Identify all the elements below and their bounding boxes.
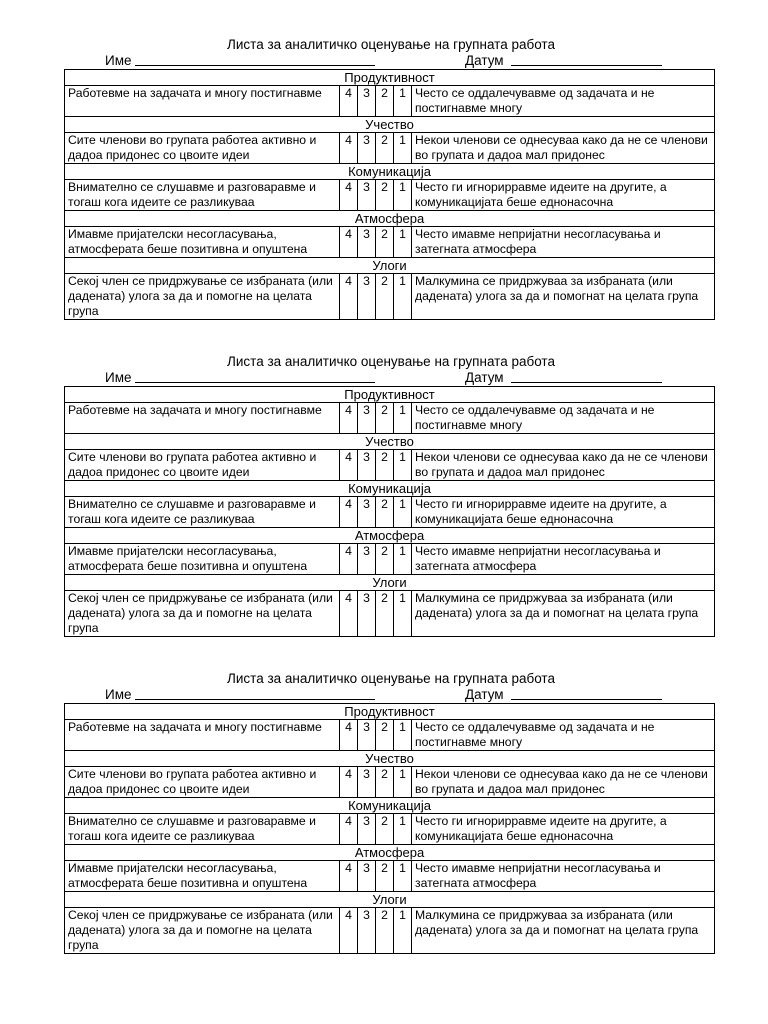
positive-statement: Внимателно се слушавме и разговаравме и тогаш кога идеите се разликуваа xyxy=(65,497,340,528)
score-4[interactable]: 4 xyxy=(340,544,358,575)
score-2[interactable]: 2 xyxy=(376,720,394,751)
score-4[interactable]: 4 xyxy=(340,274,358,320)
section-heading: Улоги xyxy=(65,892,715,908)
score-1[interactable]: 1 xyxy=(394,133,412,164)
negative-statement: Често ги игнорирравме идеите на другите, а комуникацијата беше еднонасочна xyxy=(412,180,715,211)
score-4[interactable]: 4 xyxy=(340,861,358,892)
section-heading: Продуктивност xyxy=(65,70,715,86)
score-2[interactable]: 2 xyxy=(376,861,394,892)
score-4[interactable]: 4 xyxy=(340,497,358,528)
score-3[interactable]: 3 xyxy=(358,227,376,258)
negative-statement: Често ги игнорирравме идеите на другите, а комуникацијата беше еднонасочна xyxy=(412,814,715,845)
section-heading: Улоги xyxy=(65,258,715,274)
score-4[interactable]: 4 xyxy=(340,591,358,637)
positive-statement: Работевме на задачата и многу постигнавме xyxy=(65,86,340,117)
positive-statement: Имавме пријателски несогласувања, атмосферата беше позитивна и опуштена xyxy=(65,861,340,892)
positive-statement: Имавме пријателски несогласувања, атмосферата беше позитивна и опуштена xyxy=(65,544,340,575)
positive-statement: Секој член се придржување се избраната (или дадената) улога за да и помогне на целата група xyxy=(65,274,340,320)
negative-statement: Некои членови се однесуваа како да не се членови во групата и дадоа мал придонес xyxy=(412,450,715,481)
score-2[interactable]: 2 xyxy=(376,180,394,211)
score-3[interactable]: 3 xyxy=(358,591,376,637)
date-label: Датум xyxy=(465,687,504,702)
score-3[interactable]: 3 xyxy=(358,180,376,211)
score-1[interactable]: 1 xyxy=(394,274,412,320)
score-2[interactable]: 2 xyxy=(376,591,394,637)
negative-statement: Некои членови се однесуваа како да не се членови во групата и дадоа мал придонес xyxy=(412,767,715,798)
score-3[interactable]: 3 xyxy=(358,274,376,320)
negative-statement: Често ги игнорирравме идеите на другите, а комуникацијата беше еднонасочна xyxy=(412,497,715,528)
positive-statement: Имавме пријателски несогласувања, атмосферата беше позитивна и опуштена xyxy=(65,227,340,258)
date-label: Датум xyxy=(465,370,504,385)
name-date-line xyxy=(64,370,714,386)
name-blank-line xyxy=(135,382,375,383)
sheet-title: Листа за аналитичко оценување на групната работа xyxy=(227,354,555,369)
score-1[interactable]: 1 xyxy=(394,861,412,892)
negative-statement: Често се оддалечувавме од задачата и не постигнавме многу xyxy=(412,403,715,434)
negative-statement: Често имавме непријатни несогласувања и затегната атмосфера xyxy=(412,544,715,575)
negative-statement: Малкумина се придржуваа за избраната (или дадената) улога за да и помогнат на целата група xyxy=(412,908,715,954)
score-4[interactable]: 4 xyxy=(340,133,358,164)
section-heading: Атмосфера xyxy=(65,528,715,544)
name-label: Име xyxy=(105,53,132,68)
positive-statement: Секој член се придржување се избраната (или дадената) улога за да и помогне на целата група xyxy=(65,908,340,954)
score-4[interactable]: 4 xyxy=(340,450,358,481)
section-heading: Комуникација xyxy=(65,481,715,497)
positive-statement: Внимателно се слушавме и разговаравме и тогаш кога идеите се разликуваа xyxy=(65,180,340,211)
score-3[interactable]: 3 xyxy=(358,403,376,434)
date-label: Датум xyxy=(465,53,504,68)
score-4[interactable]: 4 xyxy=(340,86,358,117)
score-1[interactable]: 1 xyxy=(394,814,412,845)
name-blank-line xyxy=(135,65,375,66)
positive-statement: Работевме на задачата и многу постигнавме xyxy=(65,403,340,434)
score-2[interactable]: 2 xyxy=(376,544,394,575)
score-1[interactable]: 1 xyxy=(394,227,412,258)
score-3[interactable]: 3 xyxy=(358,497,376,528)
score-2[interactable]: 2 xyxy=(376,274,394,320)
section-heading: Атмосфера xyxy=(65,211,715,227)
score-4[interactable]: 4 xyxy=(340,908,358,954)
score-4[interactable]: 4 xyxy=(340,227,358,258)
positive-statement: Внимателно се слушавме и разговаравме и тогаш кога идеите се разликуваа xyxy=(65,814,340,845)
evaluation-table xyxy=(64,69,715,320)
evaluation-sheet-3 xyxy=(64,670,714,954)
negative-statement: Малкумина се придржуваа за избраната (или дадената) улога за да и помогнат на целата група xyxy=(412,274,715,320)
score-2[interactable]: 2 xyxy=(376,133,394,164)
score-2[interactable]: 2 xyxy=(376,497,394,528)
score-3[interactable]: 3 xyxy=(358,133,376,164)
score-4[interactable]: 4 xyxy=(340,180,358,211)
sheet-title: Листа за аналитичко оценување на групната работа xyxy=(227,671,555,686)
positive-statement: Секој член се придржување се избраната (или дадената) улога за да и помогне на целата група xyxy=(65,591,340,637)
section-heading: Комуникација xyxy=(65,798,715,814)
score-4[interactable]: 4 xyxy=(340,403,358,434)
score-4[interactable]: 4 xyxy=(340,767,358,798)
score-4[interactable]: 4 xyxy=(340,720,358,751)
score-4[interactable]: 4 xyxy=(340,814,358,845)
sheet-title: Листа за аналитичко оценување на групната работа xyxy=(227,37,555,52)
score-2[interactable]: 2 xyxy=(376,908,394,954)
evaluation-table xyxy=(64,386,715,637)
negative-statement: Некои членови се однесуваа како да не се членови во групата и дадоа мал придонес xyxy=(412,133,715,164)
score-1[interactable]: 1 xyxy=(394,720,412,751)
date-blank-line xyxy=(511,382,662,383)
score-2[interactable]: 2 xyxy=(376,403,394,434)
negative-statement: Често имавме непријатни несогласувања и затегната атмосфера xyxy=(412,861,715,892)
score-2[interactable]: 2 xyxy=(376,767,394,798)
evaluation-table xyxy=(64,703,715,954)
score-2[interactable]: 2 xyxy=(376,86,394,117)
score-1[interactable]: 1 xyxy=(394,86,412,117)
score-2[interactable]: 2 xyxy=(376,227,394,258)
score-3[interactable]: 3 xyxy=(358,86,376,117)
score-1[interactable]: 1 xyxy=(394,403,412,434)
section-heading: Атмосфера xyxy=(65,845,715,861)
positive-statement: Сите членови во групата работеа активно и дадоа придонес со цвоите идеи xyxy=(65,133,340,164)
evaluation-sheet-1 xyxy=(64,36,714,320)
name-label: Име xyxy=(105,370,132,385)
negative-statement: Често се оддалечувавме од задачата и не постигнавме многу xyxy=(412,86,715,117)
section-heading: Учество xyxy=(65,751,715,767)
section-heading: Учество xyxy=(65,117,715,133)
name-label: Име xyxy=(105,687,132,702)
score-1[interactable]: 1 xyxy=(394,908,412,954)
section-heading: Продуктивност xyxy=(65,704,715,720)
score-2[interactable]: 2 xyxy=(376,450,394,481)
score-3[interactable]: 3 xyxy=(358,544,376,575)
section-heading: Продуктивност xyxy=(65,387,715,403)
score-1[interactable]: 1 xyxy=(394,591,412,637)
score-1[interactable]: 1 xyxy=(394,180,412,211)
section-heading: Улоги xyxy=(65,575,715,591)
score-1[interactable]: 1 xyxy=(394,544,412,575)
score-3[interactable]: 3 xyxy=(358,767,376,798)
date-blank-line xyxy=(511,65,662,66)
score-3[interactable]: 3 xyxy=(358,450,376,481)
name-blank-line xyxy=(135,699,375,700)
score-3[interactable]: 3 xyxy=(358,814,376,845)
score-1[interactable]: 1 xyxy=(394,767,412,798)
score-2[interactable]: 2 xyxy=(376,814,394,845)
evaluation-sheet-2 xyxy=(64,353,714,637)
score-3[interactable]: 3 xyxy=(358,720,376,751)
negative-statement: Често се оддалечувавме од задачата и не постигнавме многу xyxy=(412,720,715,751)
score-3[interactable]: 3 xyxy=(358,861,376,892)
section-heading: Комуникација xyxy=(65,164,715,180)
positive-statement: Работевме на задачата и многу постигнавме xyxy=(65,720,340,751)
date-blank-line xyxy=(511,699,662,700)
negative-statement: Малкумина се придржуваа за избраната (или дадената) улога за да и помогнат на целата група xyxy=(412,591,715,637)
positive-statement: Сите членови во групата работеа активно и дадоа придонес со цвоите идеи xyxy=(65,767,340,798)
name-date-line xyxy=(64,53,714,69)
negative-statement: Често имавме непријатни несогласувања и затегната атмосфера xyxy=(412,227,715,258)
score-1[interactable]: 1 xyxy=(394,497,412,528)
score-1[interactable]: 1 xyxy=(394,450,412,481)
score-3[interactable]: 3 xyxy=(358,908,376,954)
positive-statement: Сите членови во групата работеа активно и дадоа придонес со цвоите идеи xyxy=(65,450,340,481)
name-date-line xyxy=(64,687,714,703)
section-heading: Учество xyxy=(65,434,715,450)
